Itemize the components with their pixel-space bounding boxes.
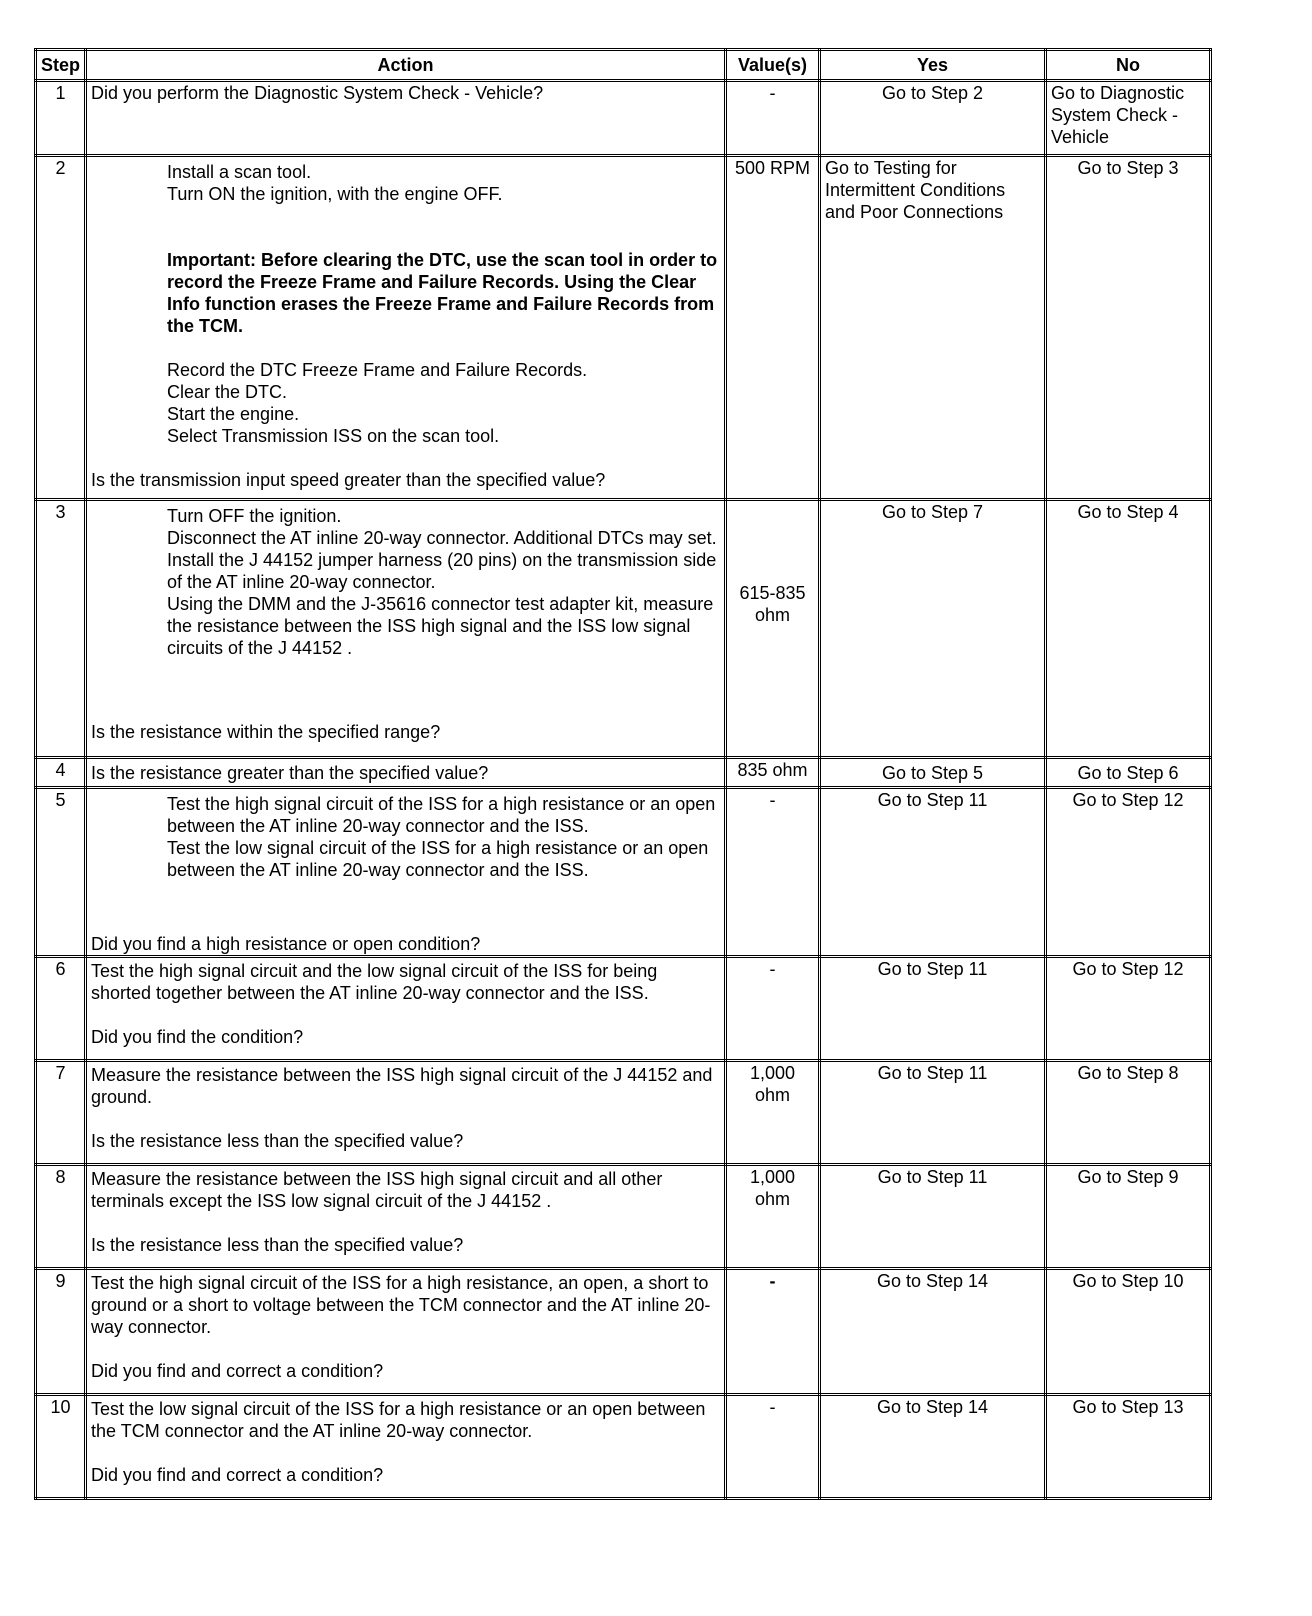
step-number: 5 xyxy=(36,788,86,957)
yes-cell: Go to Step 11 xyxy=(820,1165,1046,1269)
action-cell xyxy=(86,957,726,1061)
question-text: Did you perform the Diagnostic System Check - Vehicle? xyxy=(91,83,544,103)
no-cell: Go to Step 13 xyxy=(1046,1395,1211,1499)
value-cell: - xyxy=(726,1269,820,1395)
action-line: Select Transmission ISS on the scan tool. xyxy=(167,426,500,446)
question-text: Did you find the condition? xyxy=(91,1027,304,1047)
header-yes: Yes xyxy=(820,50,1046,81)
action-line: Disconnect the AT inline 20-way connector. Additional DTCs may set. xyxy=(167,528,717,548)
action-line: Clear the DTC. xyxy=(167,382,288,402)
action-cell xyxy=(86,788,726,957)
yes-cell: Go to Step 7 xyxy=(820,500,1046,758)
important-note: Important: Before clearing the DTC, use the scan tool in order to record the Freeze Frame and Failure Records. Using the Clear Info function erases the Freeze Frame and Failure Records from the TCM. xyxy=(167,250,718,336)
yes-cell: Go to Step 5 xyxy=(820,758,1046,788)
header-action: Action xyxy=(86,50,726,81)
no-cell: Go to Step 10 xyxy=(1046,1269,1211,1395)
header-step: Step xyxy=(36,50,86,81)
table-row-step-6 xyxy=(36,957,1211,1061)
question-text: Did you find a high resistance or open condition? xyxy=(91,934,481,954)
header-row xyxy=(36,50,1211,81)
table-row-step-4 xyxy=(36,758,1211,788)
table-row-step-5 xyxy=(36,788,1211,957)
action-line: Record the DTC Freeze Frame and Failure Records. xyxy=(167,360,588,380)
header-values: Value(s) xyxy=(726,50,820,81)
action-line: Test the low signal circuit of the ISS for a high resistance or an open between the AT inline 20-way connector and the ISS. xyxy=(167,838,709,880)
value-cell: - xyxy=(726,1395,820,1499)
yes-cell: Go to Step 2 xyxy=(820,81,1046,156)
yes-cell: Go to Testing for Intermittent Conditions and Poor Connections xyxy=(820,156,1046,500)
action-line: Install a scan tool. xyxy=(167,162,312,182)
value-cell: 835 ohm xyxy=(726,758,820,788)
question-text: Is the transmission input speed greater than the specified value? xyxy=(91,470,606,490)
value-cell: - xyxy=(726,957,820,1061)
value-cell: 615-835 ohm xyxy=(726,500,820,758)
no-cell: Go to Step 8 xyxy=(1046,1061,1211,1165)
value-cell: - xyxy=(726,81,820,156)
diagnostic-table xyxy=(34,48,1212,1500)
action-text: Test the high signal circuit of the ISS for a high resistance, an open, a short to ground or a short to voltage between the TCM connector and the AT inline 20-way connector. xyxy=(91,1273,711,1337)
table-row-step-3 xyxy=(36,500,1211,758)
no-cell: Go to Step 3 xyxy=(1046,156,1211,500)
header-no: No xyxy=(1046,50,1211,81)
action-line: Test the high signal circuit of the ISS for a high resistance or an open between the AT inline 20-way connector and the ISS. xyxy=(167,794,716,836)
value-cell: 1,000 ohm xyxy=(726,1165,820,1269)
action-cell xyxy=(86,1269,726,1395)
action-cell xyxy=(86,1395,726,1499)
action-cell xyxy=(86,500,726,758)
yes-cell: Go to Step 14 xyxy=(820,1269,1046,1395)
value-cell: - xyxy=(726,788,820,957)
action-line: Using the DMM and the J-35616 connector test adapter kit, measure the resistance between the ISS high signal and the ISS low signal circuits of the J 44152 . xyxy=(167,594,714,658)
no-cell: Go to Step 12 xyxy=(1046,957,1211,1061)
step-number: 1 xyxy=(36,81,86,156)
action-line: Install the J 44152 jumper harness (20 pins) on the transmission side of the AT inline 20-way connector. xyxy=(167,550,717,592)
action-text: Test the low signal circuit of the ISS for a high resistance or an open between the TCM connector and the AT inline 20-way connector. xyxy=(91,1399,706,1441)
value-cell: 500 RPM xyxy=(726,156,820,500)
yes-cell: Go to Step 11 xyxy=(820,957,1046,1061)
question-text: Is the resistance less than the specified value? xyxy=(91,1235,464,1255)
yes-cell: Go to Step 14 xyxy=(820,1395,1046,1499)
yes-cell: Go to Step 11 xyxy=(820,788,1046,957)
action-cell xyxy=(86,81,726,156)
step-number: 6 xyxy=(36,957,86,1061)
action-cell xyxy=(86,758,726,788)
question-text: Is the resistance within the specified range? xyxy=(91,722,441,742)
table-row-step-2 xyxy=(36,156,1211,500)
table-row-step-7 xyxy=(36,1061,1211,1165)
step-number: 2 xyxy=(36,156,86,500)
no-cell: Go to Step 4 xyxy=(1046,500,1211,758)
table-row-step-1 xyxy=(36,81,1211,156)
yes-cell: Go to Step 11 xyxy=(820,1061,1046,1165)
question-text: Is the resistance greater than the specified value? xyxy=(91,762,489,783)
table-row-step-8 xyxy=(36,1165,1211,1269)
no-cell: Go to Step 9 xyxy=(1046,1165,1211,1269)
action-cell xyxy=(86,1061,726,1165)
no-cell: Go to Step 12 xyxy=(1046,788,1211,957)
step-number: 7 xyxy=(36,1061,86,1165)
action-text: Test the high signal circuit and the low signal circuit of the ISS for being shorted together between the AT inline 20-way connector and the ISS. xyxy=(91,961,658,1003)
table-row-step-9 xyxy=(36,1269,1211,1395)
action-line: Start the engine. xyxy=(167,404,300,424)
question-text: Did you find and correct a condition? xyxy=(91,1361,384,1381)
action-cell xyxy=(86,1165,726,1269)
step-number: 3 xyxy=(36,500,86,758)
action-line: Turn OFF the ignition. xyxy=(167,506,342,526)
step-number: 8 xyxy=(36,1165,86,1269)
no-cell: Go to Step 6 xyxy=(1046,758,1211,788)
value-cell: 1,000 ohm xyxy=(726,1061,820,1165)
question-text: Did you find and correct a condition? xyxy=(91,1465,384,1485)
action-cell xyxy=(86,156,726,500)
step-number: 4 xyxy=(36,758,86,788)
step-number: 9 xyxy=(36,1269,86,1395)
table-row-step-10 xyxy=(36,1395,1211,1499)
action-line: Turn ON the ignition, with the engine OFF. xyxy=(167,184,503,204)
action-text: Measure the resistance between the ISS high signal circuit of the J 44152 and ground. xyxy=(91,1065,713,1107)
step-number: 10 xyxy=(36,1395,86,1499)
question-text: Is the resistance less than the specified value? xyxy=(91,1131,464,1151)
no-cell: Go to Diagnostic System Check - Vehicle xyxy=(1046,81,1211,156)
action-text: Measure the resistance between the ISS high signal circuit and all other terminals except the ISS low signal circuit of the J 44152 . xyxy=(91,1169,663,1211)
